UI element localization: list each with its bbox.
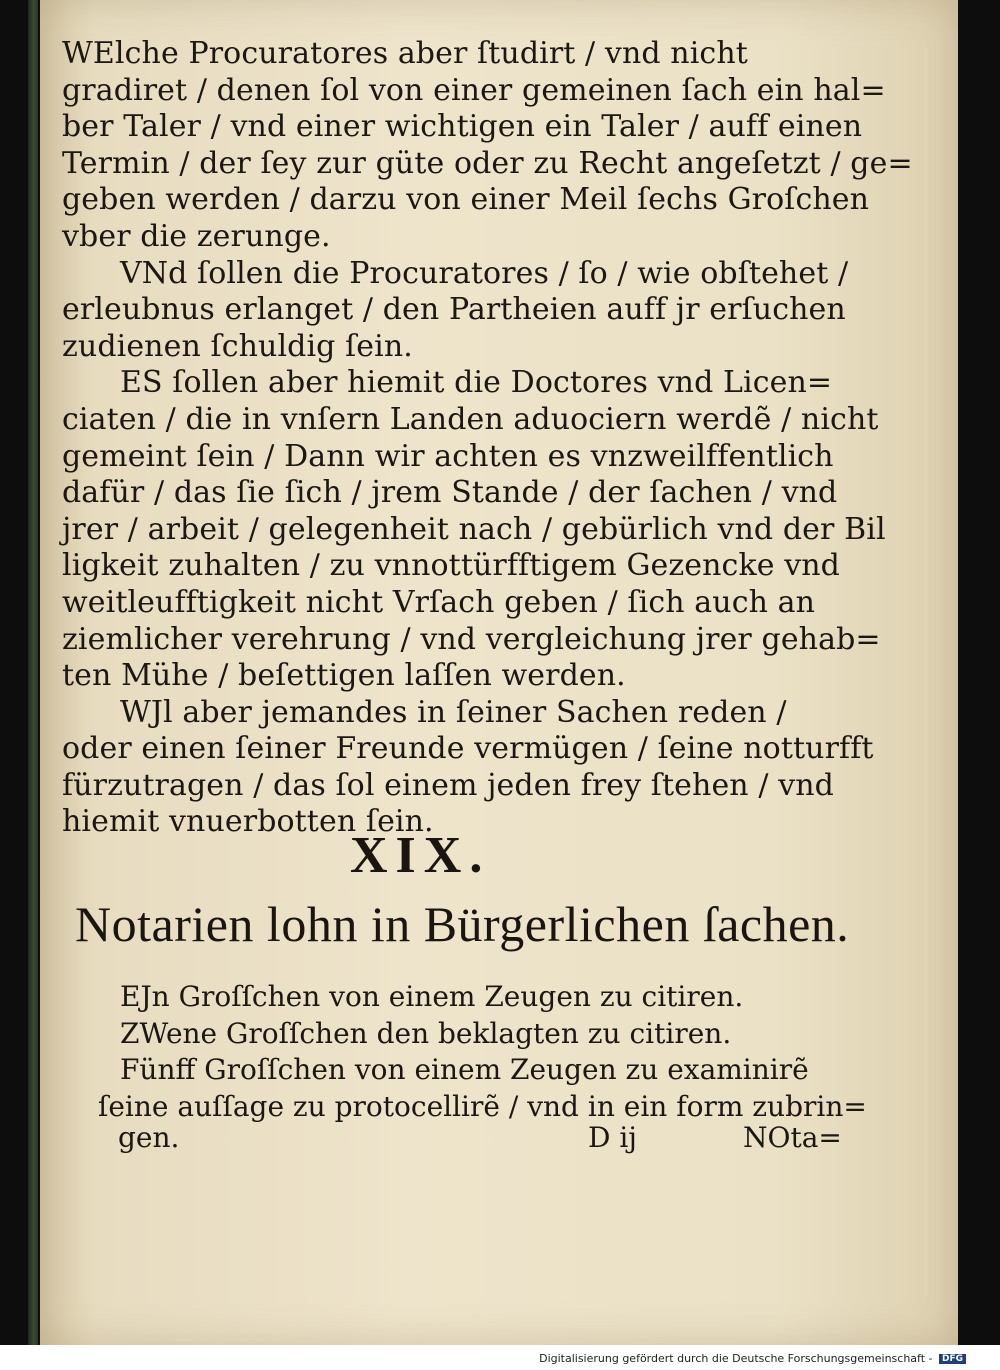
text-line: geben werden / darzu von einer Meil ſechs Groſchen: [62, 182, 870, 218]
text-line: ZWene Groſſchen den beklagten zu citiren.: [120, 1016, 732, 1050]
last-line-fragment: gen.: [118, 1121, 180, 1154]
text-line: jrer / arbeit / gelegenheit nach / gebürlich vnd der Bil: [62, 511, 886, 547]
text-line: VNd ſollen die Procuratores / ſo / wie obſtehet /: [120, 255, 849, 291]
text-line: ciaten / die in vnſern Landen aduociern werdẽ / nicht: [62, 401, 879, 437]
text-line: Termin / der ſey zur güte oder zu Recht angeſetzt / ge=: [62, 145, 913, 181]
digitization-credit: [539, 1352, 966, 1365]
book-page: [40, 0, 958, 1345]
text-line: ſeine auſſage zu protocellirẽ / vnd in ein form zubrin=: [98, 1089, 867, 1123]
text-line: weitleufftigkeit nicht Vrſach geben / ſich auch an: [62, 584, 816, 620]
section-heading: Notarien lohn in Bürgerlichen ſachen.: [75, 896, 850, 952]
text-line: erleubnus erlanget / den Partheien auff jr erſuchen: [62, 292, 846, 328]
text-line: fürzutragen / das ſol einem jeden frey ſtehen / vnd: [62, 767, 834, 803]
credit-text: Digitalisierung gefördert durch die Deutsche Forschungsgemeinschaft -: [539, 1352, 933, 1365]
text-line: dafür / das ſie ſich / jrem Stande / der ſachen / vnd: [62, 475, 838, 511]
catchword: NOta=: [743, 1121, 842, 1154]
text-line: ES ſollen aber hiemit die Doctores vnd Licen=: [120, 365, 833, 401]
text-line: ber Taler / vnd einer wichtigen ein Taler / auff einen: [62, 109, 863, 145]
text-block-fees: [98, 978, 880, 1124]
text-line: oder einen ſeiner Freunde vermügen / ſeine notturfft: [62, 731, 874, 767]
text-line: zudienen ſchuldig ſein.: [62, 328, 413, 364]
book-edge: [28, 0, 38, 1345]
text-line: EJn Groſſchen von einem Zeugen zu citiren.: [120, 980, 744, 1013]
signature-mark: D ij: [588, 1121, 637, 1154]
text-line: gemeint ſein / Dann wir achten es vnzweilffentlich: [62, 438, 834, 474]
text-line: gradiret / denen ſol von einer gemeinen ſach ein hal=: [62, 72, 886, 108]
text-line: WJl aber jemandes in ſeiner Sachen reden /: [120, 694, 787, 730]
text-line: ligkeit zuhalten / zu vnnottürfftigem Gezencke vnd: [62, 548, 840, 584]
text-line: ziemlicher verehrung / vnd vergleichung jrer gehab=: [62, 621, 881, 657]
text-line: WElche Procuratores aber ſtudirt / vnd nicht: [62, 36, 748, 71]
text-block-main: [62, 36, 913, 841]
text-line: vber die zerunge.: [62, 218, 331, 254]
section-numeral: XIX.: [350, 827, 491, 884]
dfg-logo-icon: DFG: [939, 1354, 966, 1364]
text-line: Fünff Groſſchen von einem Zeugen zu examinirẽ: [120, 1053, 809, 1087]
text-line: ten Mühe / beſettigen laſſen werden.: [62, 658, 626, 694]
text-line: hiemit vnuerbotten ſein.: [62, 804, 434, 840]
